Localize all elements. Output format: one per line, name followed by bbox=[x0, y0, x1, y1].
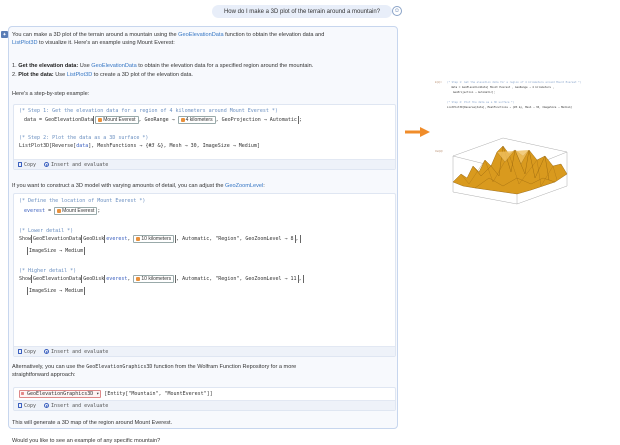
nb-code-line: ListPlot3D[Reverse[data], MeshFunctions → {#3 &}, Mesh → 30, ImageSize → Medium] bbox=[447, 106, 572, 109]
code-comment: (* Higher detail *) bbox=[19, 268, 77, 274]
copy-label: Copy bbox=[24, 348, 37, 355]
copy-button[interactable] bbox=[18, 349, 36, 355]
quantity-icon bbox=[136, 237, 140, 241]
insert-label: Insert and evaluate bbox=[51, 348, 109, 355]
code-text: ; bbox=[298, 117, 302, 123]
copy-label: Copy bbox=[24, 161, 37, 168]
code-text: ListPlot3D[Reverse[ bbox=[19, 143, 77, 149]
question-text: Would you like to see an example of any specific mountain? bbox=[12, 438, 161, 444]
code-line bbox=[24, 116, 302, 124]
zoom-paragraph bbox=[12, 182, 265, 190]
code-variable: data bbox=[76, 143, 89, 149]
intro-text-2: function to obtain the elevation data and bbox=[223, 32, 325, 38]
intro-text-3: to visualize it. Here's an example using Mount Everest: bbox=[37, 40, 175, 46]
code-block-1 bbox=[13, 104, 396, 170]
insert-label: Insert and evaluate bbox=[51, 402, 109, 409]
code-toolbar bbox=[14, 159, 395, 169]
step-number: 1. bbox=[12, 63, 17, 69]
copy-icon bbox=[18, 403, 22, 408]
quantity-chip-10km[interactable] bbox=[133, 275, 174, 283]
code-text: ; bbox=[97, 208, 101, 214]
entity-chip-everest[interactable] bbox=[54, 207, 97, 215]
code-block-2 bbox=[13, 193, 396, 357]
copy-icon bbox=[18, 349, 22, 354]
play-circle-icon bbox=[44, 162, 49, 167]
code-text: = bbox=[45, 208, 55, 214]
code-comment: (* Define the location of Mount Everest *) bbox=[19, 198, 146, 204]
copy-label: Copy bbox=[24, 402, 37, 409]
zoom-text: : bbox=[263, 183, 265, 189]
code-text: &}, Mesh → 30, ImageSize → Medium] bbox=[154, 143, 260, 149]
insert-evaluate-button[interactable] bbox=[44, 349, 108, 355]
code-text: , Automatic, "Region", GeoZoomLevel → 11 bbox=[176, 276, 297, 282]
user-avatar-icon: ☺ bbox=[393, 8, 401, 14]
notebook-preview bbox=[435, 80, 620, 165]
in-label: In[1]:= bbox=[435, 81, 442, 84]
code-comment: (* Step 1: Get the elevation data for a region of 4 kilometers around Mount Everest *) bbox=[19, 108, 278, 114]
code-comment: (* Lower detail *) bbox=[19, 228, 74, 234]
nb-comment: (* Step 1: Get the elevation data for a region of 4 kilometers around Mount Everest *) bbox=[447, 81, 582, 84]
chip-label: Mount Everest bbox=[62, 208, 95, 214]
play-circle-icon bbox=[44, 349, 49, 354]
code-text: , GeoProjection → Automatic bbox=[215, 117, 297, 123]
copy-button[interactable] bbox=[18, 403, 36, 409]
user-message-text: How do I make a 3D plot of the terrain around a mountain? bbox=[223, 8, 381, 15]
intro-paragraph bbox=[12, 31, 324, 47]
step-text: Use bbox=[53, 72, 67, 78]
terrain-3d-plot bbox=[445, 116, 575, 204]
code-variable: everest bbox=[106, 276, 128, 282]
function-name: GeoElevationGraphics3D bbox=[86, 364, 153, 370]
step-2 bbox=[12, 71, 193, 79]
code-text: ImageSize → Medium bbox=[29, 288, 84, 294]
step-title: Plot the data: bbox=[18, 72, 54, 78]
assistant-icon: ✦ bbox=[2, 31, 7, 38]
quantity-icon bbox=[181, 118, 185, 122]
link-geoelevationdata[interactable]: GeoElevationData bbox=[178, 32, 224, 38]
code-text: [Entity["Mountain", "MountEverest"]] bbox=[101, 391, 213, 397]
code-comment: (* Step 2: Plot the data as a 3D surface *) bbox=[19, 135, 149, 141]
quantity-chip-4km[interactable] bbox=[178, 116, 216, 124]
chip-label: 10 kilometers bbox=[141, 276, 172, 282]
code-variable: everest bbox=[106, 236, 128, 242]
step-number: 2. bbox=[12, 72, 17, 78]
resource-function-badge[interactable]: ⊞ GeoElevationGraphics3D ▾ bbox=[21, 391, 100, 397]
step-text: to create a 3D plot of the elevation data. bbox=[92, 72, 193, 78]
nb-code-line: data = GeoElevationData[ Mount Everest , GeoRange → 4 kilometers , bbox=[451, 86, 555, 89]
code-line bbox=[19, 390, 213, 398]
code-toolbar bbox=[14, 400, 395, 410]
entity-icon bbox=[57, 209, 61, 213]
code-text: ], MeshFunctions → { bbox=[88, 143, 149, 149]
insert-evaluate-button[interactable] bbox=[44, 403, 108, 409]
code-line bbox=[27, 247, 85, 255]
code-text: , GeoRange → bbox=[138, 117, 178, 123]
code-variable: everest bbox=[24, 208, 46, 214]
arrow-right-icon bbox=[405, 127, 430, 137]
alt-text: function from the Wolfram Function Repository for a more bbox=[152, 364, 297, 370]
nb-code-line: GeoProjection → Automatic]; bbox=[453, 91, 496, 94]
code-text: GeoElevationData bbox=[33, 276, 82, 282]
code-text: GeoDisk bbox=[83, 276, 105, 282]
code-line: Show GeoElevationData GeoDisk everest, 10 kilometers , Automatic, "Region", GeoZoomLevel → 11 , bbox=[19, 276, 302, 282]
step-link[interactable]: ListPlot3D bbox=[66, 72, 93, 78]
alternative-paragraph bbox=[12, 363, 296, 379]
entity-icon bbox=[98, 118, 102, 122]
code-slot: #3 bbox=[148, 143, 155, 149]
link-listplot3d[interactable]: ListPlot3D bbox=[12, 40, 38, 46]
code-text: , Automatic, "Region", GeoZoomLevel → 8 bbox=[176, 236, 294, 242]
play-circle-icon bbox=[44, 403, 49, 408]
code-block-3 bbox=[13, 387, 396, 411]
intro-text-1: You can make a 3D plot of the terrain around a mountain using the bbox=[12, 32, 179, 38]
out-label: Out[1]= bbox=[435, 150, 443, 153]
step-link[interactable]: GeoElevationData bbox=[91, 63, 137, 69]
code-text: data = GeoElevationData bbox=[24, 117, 94, 123]
code-toolbar bbox=[14, 346, 395, 356]
code-text: ImageSize → Medium bbox=[29, 248, 84, 254]
quantity-icon bbox=[136, 277, 140, 281]
code-line bbox=[24, 207, 100, 215]
step-text: Use bbox=[78, 63, 92, 69]
code-text: GeoElevationData bbox=[33, 236, 82, 242]
code-text: Show bbox=[19, 276, 32, 282]
insert-label: Insert and evaluate bbox=[51, 161, 109, 168]
result-text: This will generate a 3D map of the region around Mount Everest. bbox=[12, 420, 173, 426]
step-1 bbox=[12, 62, 313, 70]
copy-button[interactable] bbox=[18, 162, 36, 168]
chip-label: 10 kilometers bbox=[141, 236, 172, 242]
step-text: to obtain the elevation data for a specified region around the mountain. bbox=[136, 63, 314, 69]
quantity-chip-10km[interactable] bbox=[133, 235, 174, 243]
entity-chip-everest[interactable] bbox=[95, 116, 138, 124]
code-line bbox=[19, 142, 260, 150]
step-title: Get the elevation data: bbox=[18, 63, 79, 69]
badge-label: GeoElevationGraphics3D bbox=[27, 391, 94, 397]
nb-comment: (* Step 2: Plot the data as a 3D surface *) bbox=[447, 101, 515, 104]
code-line bbox=[27, 287, 85, 295]
code-line: Show GeoElevationData GeoDisk everest, 10 kilometers , Automatic, "Region", GeoZoomLevel → 8 , bbox=[19, 236, 299, 242]
code-text: GeoDisk bbox=[83, 236, 105, 242]
user-message-bubble bbox=[212, 5, 392, 18]
alt-text: straightforward approach: bbox=[12, 372, 76, 378]
alt-text: Alternatively, you can use the bbox=[12, 364, 87, 370]
assistant-response bbox=[8, 26, 398, 444]
chip-label: Mount Everest bbox=[103, 117, 136, 123]
link-geozoomlevel[interactable]: GeoZoomLevel bbox=[225, 183, 264, 189]
copy-icon bbox=[18, 162, 22, 167]
code-text: Show bbox=[19, 236, 32, 242]
chip-label: 4 kilometers bbox=[185, 117, 213, 123]
example-heading: Here's a step-by-step example: bbox=[12, 91, 90, 97]
insert-evaluate-button[interactable] bbox=[44, 162, 108, 168]
zoom-text: If you want to construct a 3D model with varying amounts of detail, you can adjust the bbox=[12, 183, 225, 189]
